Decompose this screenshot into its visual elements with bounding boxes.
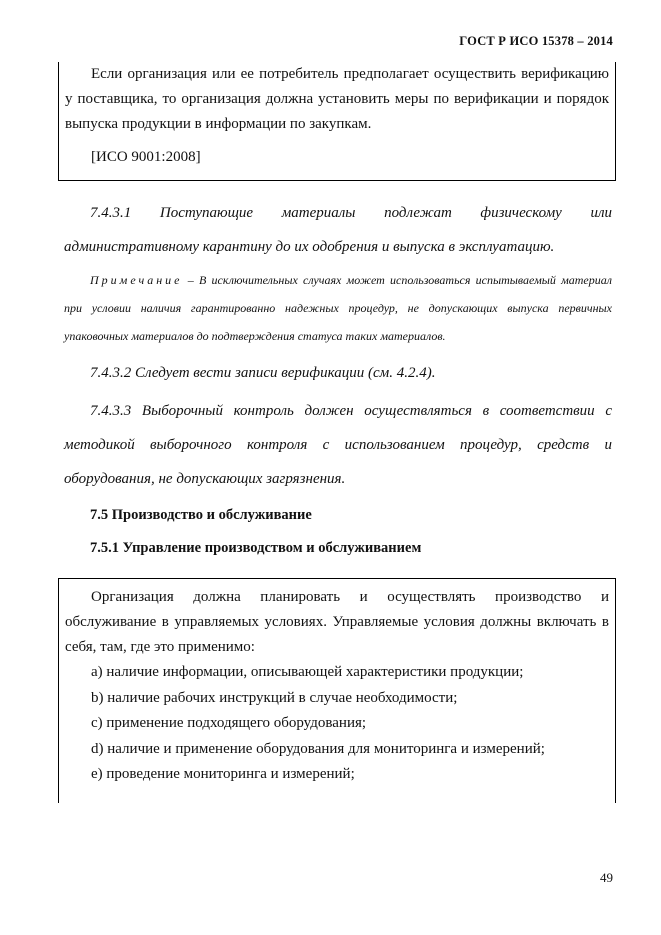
note-label: Примечание [90,273,183,287]
heading-7-5-1: 7.5.1 Управление производством и обслуживанием [90,540,422,556]
list-item-e: e) проведение мониторинга и измерений; [91,766,355,782]
box2-intro: Организация должна планировать и осуществлять производство и обслуживание в управляемых условиях. Управляемые условия должны включать в себя, там, где это применимо: [65,589,609,655]
list-item-b: b) наличие рабочих инструкций в случае необходимости; [91,689,458,706]
note-paragraph [64,266,612,350]
quoted-box-production [58,578,616,803]
note-text: – В исключительных случаях может использоваться испытываемый материал при условии наличия гарантированно надежных процедур, не допускающих выпуска первичных упаковочных материалов до подтверждения статуса таких материалов. [64,273,612,343]
page-number: 49 [600,870,613,885]
list-item-d: d) наличие и применение оборудования для мониторинга и измерений; [91,740,545,757]
section-7-5-headings [64,507,612,557]
box1-reference: [ИСО 9001:2008] [91,149,201,165]
clause-7-4-3-1: 7.4.3.1 Поступающие материалы подлежат физическому или административному карантину до их одобрения и выпуска в эксплуатацию. [64,205,612,255]
section-7-4-3 [64,196,612,496]
document-header: ГОСТ Р ИСО 15378 – 2014 [459,34,613,48]
list-item-a: a) наличие информации, описывающей характеристики продукции; [91,664,524,680]
list-item-c: c) применение подходящего оборудования; [91,715,367,731]
quoted-box-iso9001 [58,62,616,181]
box1-paragraph: Если организация или ее потребитель предполагает осуществить верификацию у поставщика, то организация должна установить меры по верификации и порядок выпуска продукции в информации по закупкам. [65,66,609,132]
clause-7-4-3-3: 7.4.3.3 Выборочный контроль должен осуществляться в соответствии с методикой выборочного контроля с использованием процедур, средств и оборудования, не допускающих загрязнения. [64,403,612,487]
clause-7-4-3-2: 7.4.3.2 Следует вести записи верификации (см. 4.2.4). [90,365,436,381]
heading-7-5: 7.5 Производство и обслуживание [90,507,312,523]
